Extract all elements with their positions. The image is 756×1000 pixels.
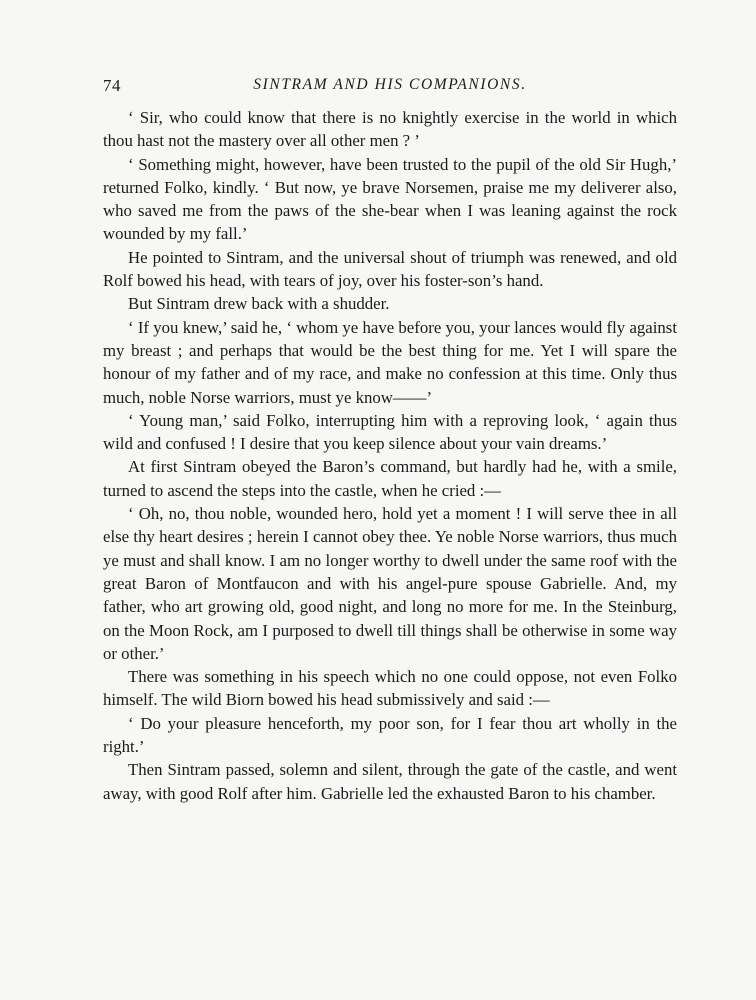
book-title: SINTRAM AND HIS COMPANIONS. [253, 76, 527, 93]
paragraph: ‘ Something might, however, have been trusted to the pupil of the old Sir Hugh,’ returned Folko, kindly. ‘ But now, ye brave Norsemen, praise me my deliverer also, who saved me from the paws of the she-bear when I was leaning against the rock wounded by my fall.’ [103, 154, 677, 244]
paragraph: At first Sintram obeyed the Baron’s command, but hardly had he, with a smile, turned to ascend the steps into the castle, when he cried :— [103, 457, 677, 500]
paragraph: He pointed to Sintram, and the universal shout of triumph was renewed, and old Rolf bowed his head, with tears of joy, over his foster-son’s hand. [103, 247, 677, 291]
paragraph: ‘ If you knew,’ said he, ‘ whom ye have before you, your lances would fly against my breast ; and perhaps that would be the best thing for me. Yet I will spare the honour of my father and of my race, and make no confession at this time. Only thus much, noble Norse warriors, must ye know——’ [103, 317, 677, 407]
paragraph: ‘ Do your pleasure henceforth, my poor son, for I fear thou art wholly in the right.’ [103, 713, 677, 757]
book-page [103, 74, 677, 805]
paragraph: ‘ Young man,’ said Folko, interrupting him with a reproving look, ‘ again thus wild and confused ! I desire that you keep silence about your vain dreams.’ [103, 410, 677, 454]
paragraph: ‘ Oh, no, thou noble, wounded hero, hold yet a moment ! I will serve thee in all else thy heart desires ; herein I cannot obey thee. Ye noble Norse warriors, thus much ye must and shall know. I am no longer worthy to dwell under the same roof with the great Baron of Montfaucon and with his angel-pure spouse Gabrielle. And, my father, who art growing old, good night, and long no more for me. In the Steinburg, on the Moon Rock, am I purposed to dwell till things shall be otherwise in some way or other.’ [103, 504, 677, 663]
paragraph: But Sintram drew back with a shudder. [128, 294, 390, 314]
paragraph: There was something in his speech which no one could oppose, not even Folko himself. The wild Biorn bowed his head submissively and said :— [103, 667, 677, 710]
paragraph: ‘ Sir, who could know that there is no knightly exercise in the world in which thou hast not the mastery over all other men ? ’ [103, 108, 677, 151]
page-number: 74 [103, 76, 121, 95]
body-text [103, 106, 677, 805]
paragraph: Then Sintram passed, solemn and silent, through the gate of the castle, and went away, with good Rolf after him. Gabrielle led the exhausted Baron to his chamber. [103, 760, 677, 803]
running-header [103, 74, 677, 100]
